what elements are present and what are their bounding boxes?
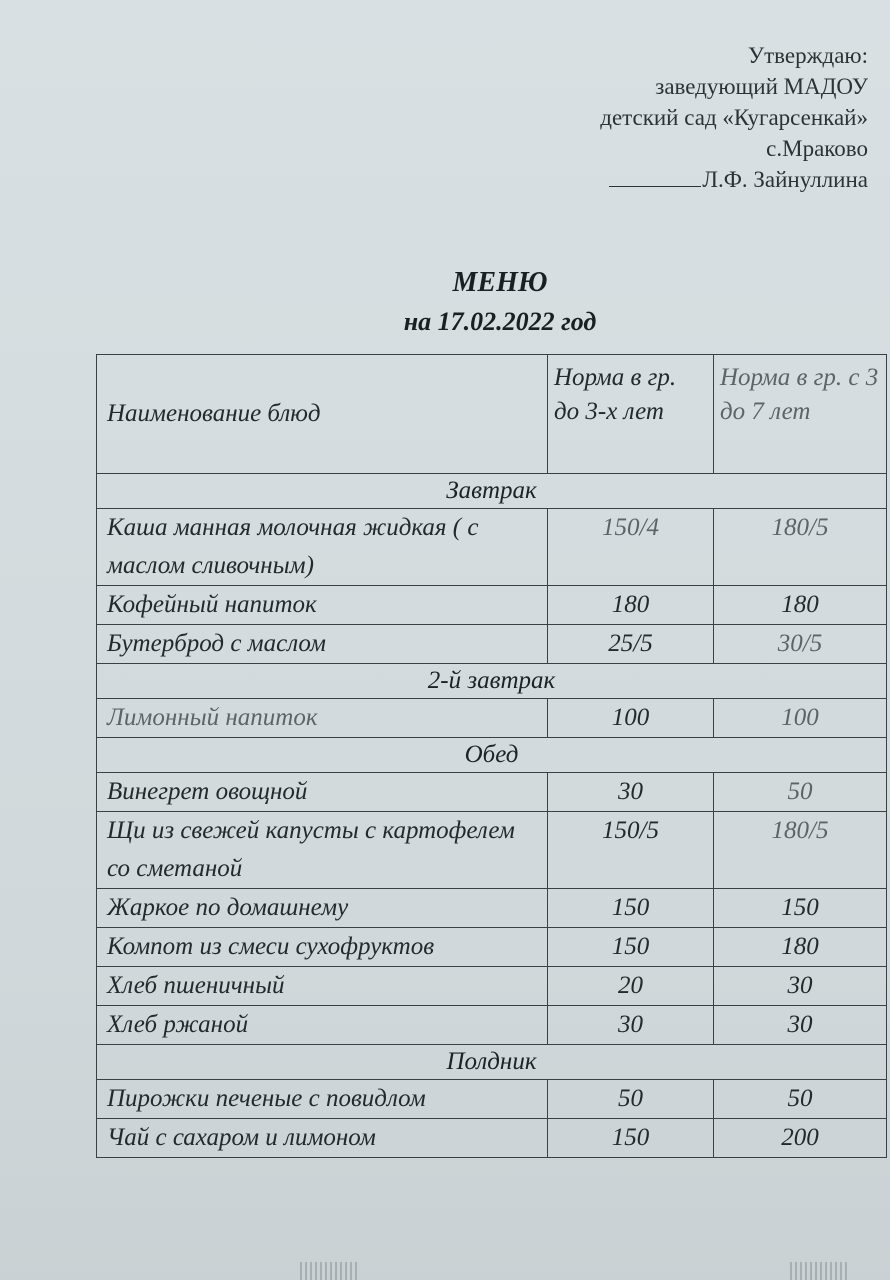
norm-old: 50: [714, 1080, 887, 1119]
norm-old: 180: [714, 928, 887, 967]
norm-old: 180/5: [714, 509, 887, 586]
section-title: Полдник: [97, 1045, 887, 1080]
dish-name: Лимонный напиток: [97, 699, 548, 738]
norm-old: 100: [714, 699, 887, 738]
section-title: Завтрак: [97, 474, 887, 509]
norm-young: 50: [548, 1080, 714, 1119]
dish-name: Жаркое по домашнему: [97, 889, 548, 928]
norm-young: 180: [548, 586, 714, 625]
approval-line-signature: [600, 164, 868, 195]
approval-line-village: с.Мраково: [766, 136, 868, 161]
section-row-breakfast: [97, 474, 887, 509]
section-title: Обед: [97, 738, 887, 773]
section-title: 2-й завтрак: [97, 664, 887, 699]
table-row: [97, 812, 887, 889]
norm-young: 25/5: [548, 625, 714, 664]
section-row-second-breakfast: [97, 664, 887, 699]
table-row: [97, 928, 887, 967]
section-row-afternoon-snack: [97, 1045, 887, 1080]
norm-young: 150: [548, 1119, 714, 1158]
norm-old: 150: [714, 889, 887, 928]
dish-name: Компот из смеси сухофруктов: [97, 928, 548, 967]
approval-line-organization: детский сад «Кугарсенкай»: [600, 105, 868, 130]
approval-line-approve: Утверждаю:: [747, 43, 868, 68]
dish-name: Хлеб ржаной: [97, 1006, 548, 1045]
norm-young: 30: [548, 773, 714, 812]
header-norm-under-3: Норма в гр. до 3-х лет: [548, 355, 714, 474]
norm-old: 180/5: [714, 812, 887, 889]
norm-young: 150/5: [548, 812, 714, 889]
dish-name: Щи из свежей капусты с картофелем со сметаной: [97, 812, 548, 889]
norm-old: 30: [714, 967, 887, 1006]
approver-name: Л.Ф. Зайнуллина: [702, 167, 868, 192]
dish-name: Чай с сахаром и лимоном: [97, 1119, 548, 1158]
dish-name: Винегрет овощной: [97, 773, 548, 812]
table-row: [97, 625, 887, 664]
norm-young: 100: [548, 699, 714, 738]
dish-name: Пирожки печеные с повидлом: [97, 1080, 548, 1119]
dish-name: Каша манная молочная жидкая ( с маслом сливочным): [97, 509, 548, 586]
norm-old: 180: [714, 586, 887, 625]
header-dish-name: Наименование блюд: [97, 355, 548, 474]
section-row-lunch: [97, 738, 887, 773]
table-row: [97, 1006, 887, 1045]
norm-old: 30: [714, 1006, 887, 1045]
header-norm-3-to-7: Норма в гр. с 3 до 7 лет: [714, 355, 887, 474]
table-row: [97, 889, 887, 928]
table-row: [97, 1119, 887, 1158]
norm-old: 30/5: [714, 625, 887, 664]
document-title: МЕНЮ: [452, 267, 548, 298]
approval-line-position: заведующий МАДОУ: [655, 74, 868, 99]
signature-line: [609, 168, 701, 187]
norm-young: 30: [548, 1006, 714, 1045]
bleed-through-mark: [300, 1262, 360, 1280]
norm-old: 50: [714, 773, 887, 812]
dish-name: Кофейный напиток: [97, 586, 548, 625]
table-row: [97, 967, 887, 1006]
table-row: [97, 773, 887, 812]
norm-young: 150: [548, 928, 714, 967]
norm-young: 150: [548, 889, 714, 928]
dish-name: Бутерброд с маслом: [97, 625, 548, 664]
table-row: [97, 509, 887, 586]
menu-table: [96, 354, 887, 1158]
table-row: [97, 586, 887, 625]
document-date: на 17.02.2022 год: [403, 307, 597, 336]
dish-name: Хлеб пшеничный: [97, 967, 548, 1006]
table-row: [97, 1080, 887, 1119]
table-header-row: [97, 355, 887, 474]
bleed-through-mark: [790, 1262, 850, 1280]
norm-young: 20: [548, 967, 714, 1006]
norm-old: 200: [714, 1119, 887, 1158]
approval-block: [600, 40, 868, 195]
norm-young: 150/4: [548, 509, 714, 586]
table-row: [97, 699, 887, 738]
